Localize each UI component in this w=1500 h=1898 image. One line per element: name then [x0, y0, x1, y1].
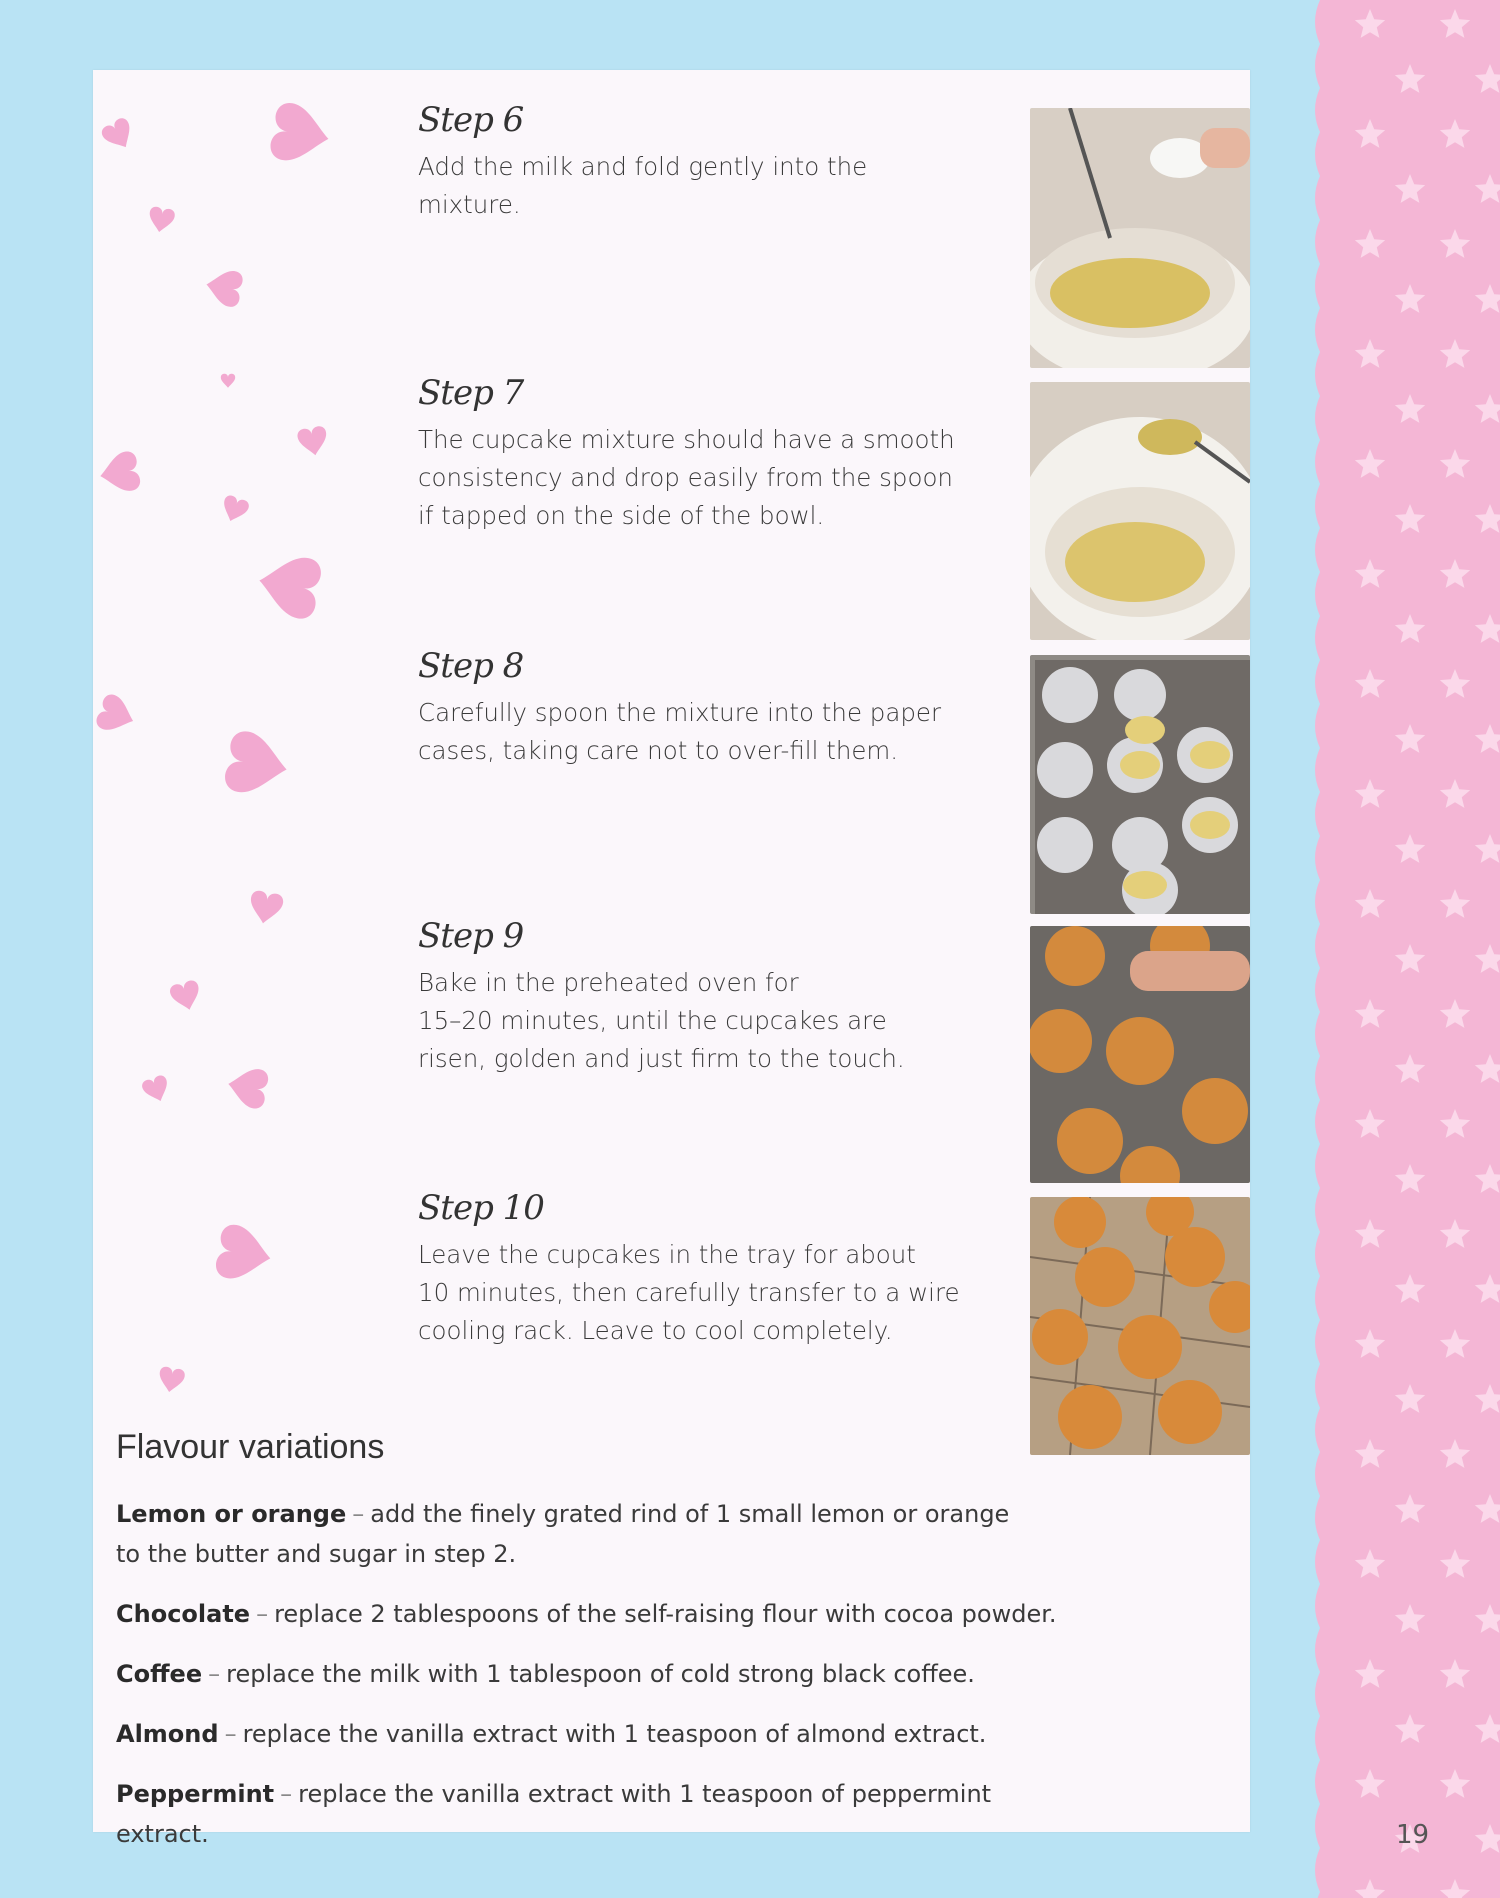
heart-icon: [247, 890, 284, 927]
dash: –: [280, 1780, 293, 1808]
flavour-variation: [116, 1654, 1076, 1694]
heart-icon: [218, 494, 250, 526]
variation-text: replace 2 tablespoons of the self-raising flour with cocoa powder.: [274, 1600, 1057, 1628]
step-text: [418, 964, 1018, 1078]
mixture-spoon-photo: [1030, 382, 1250, 640]
page-number: 19: [1396, 1820, 1430, 1850]
step-text: [418, 148, 1018, 224]
flavour-variations-heading: Flavour variations: [116, 1428, 385, 1466]
step-text: [418, 694, 1018, 770]
variation-name: Chocolate: [116, 1600, 251, 1628]
heart-icon: [223, 729, 292, 800]
step-title: Step 7: [418, 373, 524, 413]
text-line: Carefully spoon the mixture into the paper: [418, 698, 942, 727]
variation-name: Peppermint: [116, 1780, 275, 1808]
cooling-rack-photo: [1030, 1197, 1250, 1455]
filling-cases-photo: [1030, 655, 1250, 914]
step-8: [418, 646, 1018, 770]
step-text: [418, 421, 1018, 535]
heart-icon: [97, 450, 142, 496]
heart-icon: [296, 425, 329, 458]
text-line: consistency and drop easily from the spoon: [418, 463, 953, 492]
step-6: [418, 100, 1018, 224]
flavour-variation: [116, 1774, 1076, 1854]
text-line: Leave the cupcakes in the tray for about: [418, 1240, 916, 1269]
text-line: mixture.: [418, 190, 521, 219]
dash: –: [208, 1660, 221, 1688]
variation-text: to the butter and sugar in step 2.: [116, 1540, 517, 1568]
heart-icon: [147, 206, 176, 235]
flavour-variation: [116, 1494, 1076, 1574]
adding-milk-photo: [1030, 108, 1250, 368]
variation-name: Coffee: [116, 1660, 203, 1688]
text-line: 10 minutes, then carefully transfer to a wire: [418, 1278, 960, 1307]
variation-name: Almond: [116, 1720, 219, 1748]
text-line: cooling rack. Leave to cool completely.: [418, 1316, 893, 1345]
step-title: Step 8: [418, 646, 524, 686]
variation-text: replace the vanilla extract with 1 teaspoon of almond extract.: [242, 1720, 987, 1748]
step-7: [418, 373, 1018, 535]
dash: –: [224, 1720, 237, 1748]
heart-icon: [140, 1074, 172, 1106]
text-line: Add the milk and fold gently into the: [418, 152, 868, 181]
step-title: Step 6: [418, 100, 524, 140]
heart-icon: [268, 101, 333, 167]
step-text: [418, 1236, 1018, 1350]
heart-icon: [254, 550, 323, 621]
step-title: Step 10: [418, 1188, 544, 1228]
heart-icon: [203, 267, 244, 309]
text-line: The cupcake mixture should have a smooth: [418, 425, 955, 454]
heart-icon: [99, 116, 138, 155]
step-9: [418, 916, 1018, 1078]
variation-text: replace the vanilla extract with 1 teaspoon of peppermint extract.: [116, 1780, 992, 1848]
text-line: Bake in the preheated oven for: [418, 968, 799, 997]
pink-star-border: [1300, 0, 1500, 1898]
step-title: Step 9: [418, 916, 524, 956]
heart-icon: [221, 374, 235, 388]
text-line: cases, taking care not to over-fill them.: [418, 736, 899, 765]
variation-name: Lemon or orange: [116, 1500, 347, 1528]
variation-text: replace the milk with 1 tablespoon of cold strong black coffee.: [226, 1660, 975, 1688]
heart-icon: [225, 1064, 270, 1110]
heart-icon: [168, 979, 203, 1013]
flavour-variation: [116, 1594, 1076, 1634]
text-line: risen, golden and just firm to the touch.: [418, 1044, 905, 1073]
heart-icon: [214, 1223, 275, 1285]
dash: –: [352, 1500, 365, 1528]
step-10: [418, 1188, 1018, 1350]
text-line: 15–20 minutes, until the cupcakes are: [418, 1006, 887, 1035]
text-line: if tapped on the side of the bowl.: [418, 501, 825, 530]
variation-text: add the finely grated rind of 1 small lemon or orange: [370, 1500, 1010, 1528]
heart-icon: [157, 1366, 186, 1395]
hearts-decoration: [93, 70, 393, 1570]
flavour-variation: [116, 1714, 1076, 1754]
baked-cupcakes-photo: [1030, 926, 1250, 1183]
heart-icon: [94, 692, 139, 738]
dash: –: [256, 1600, 269, 1628]
